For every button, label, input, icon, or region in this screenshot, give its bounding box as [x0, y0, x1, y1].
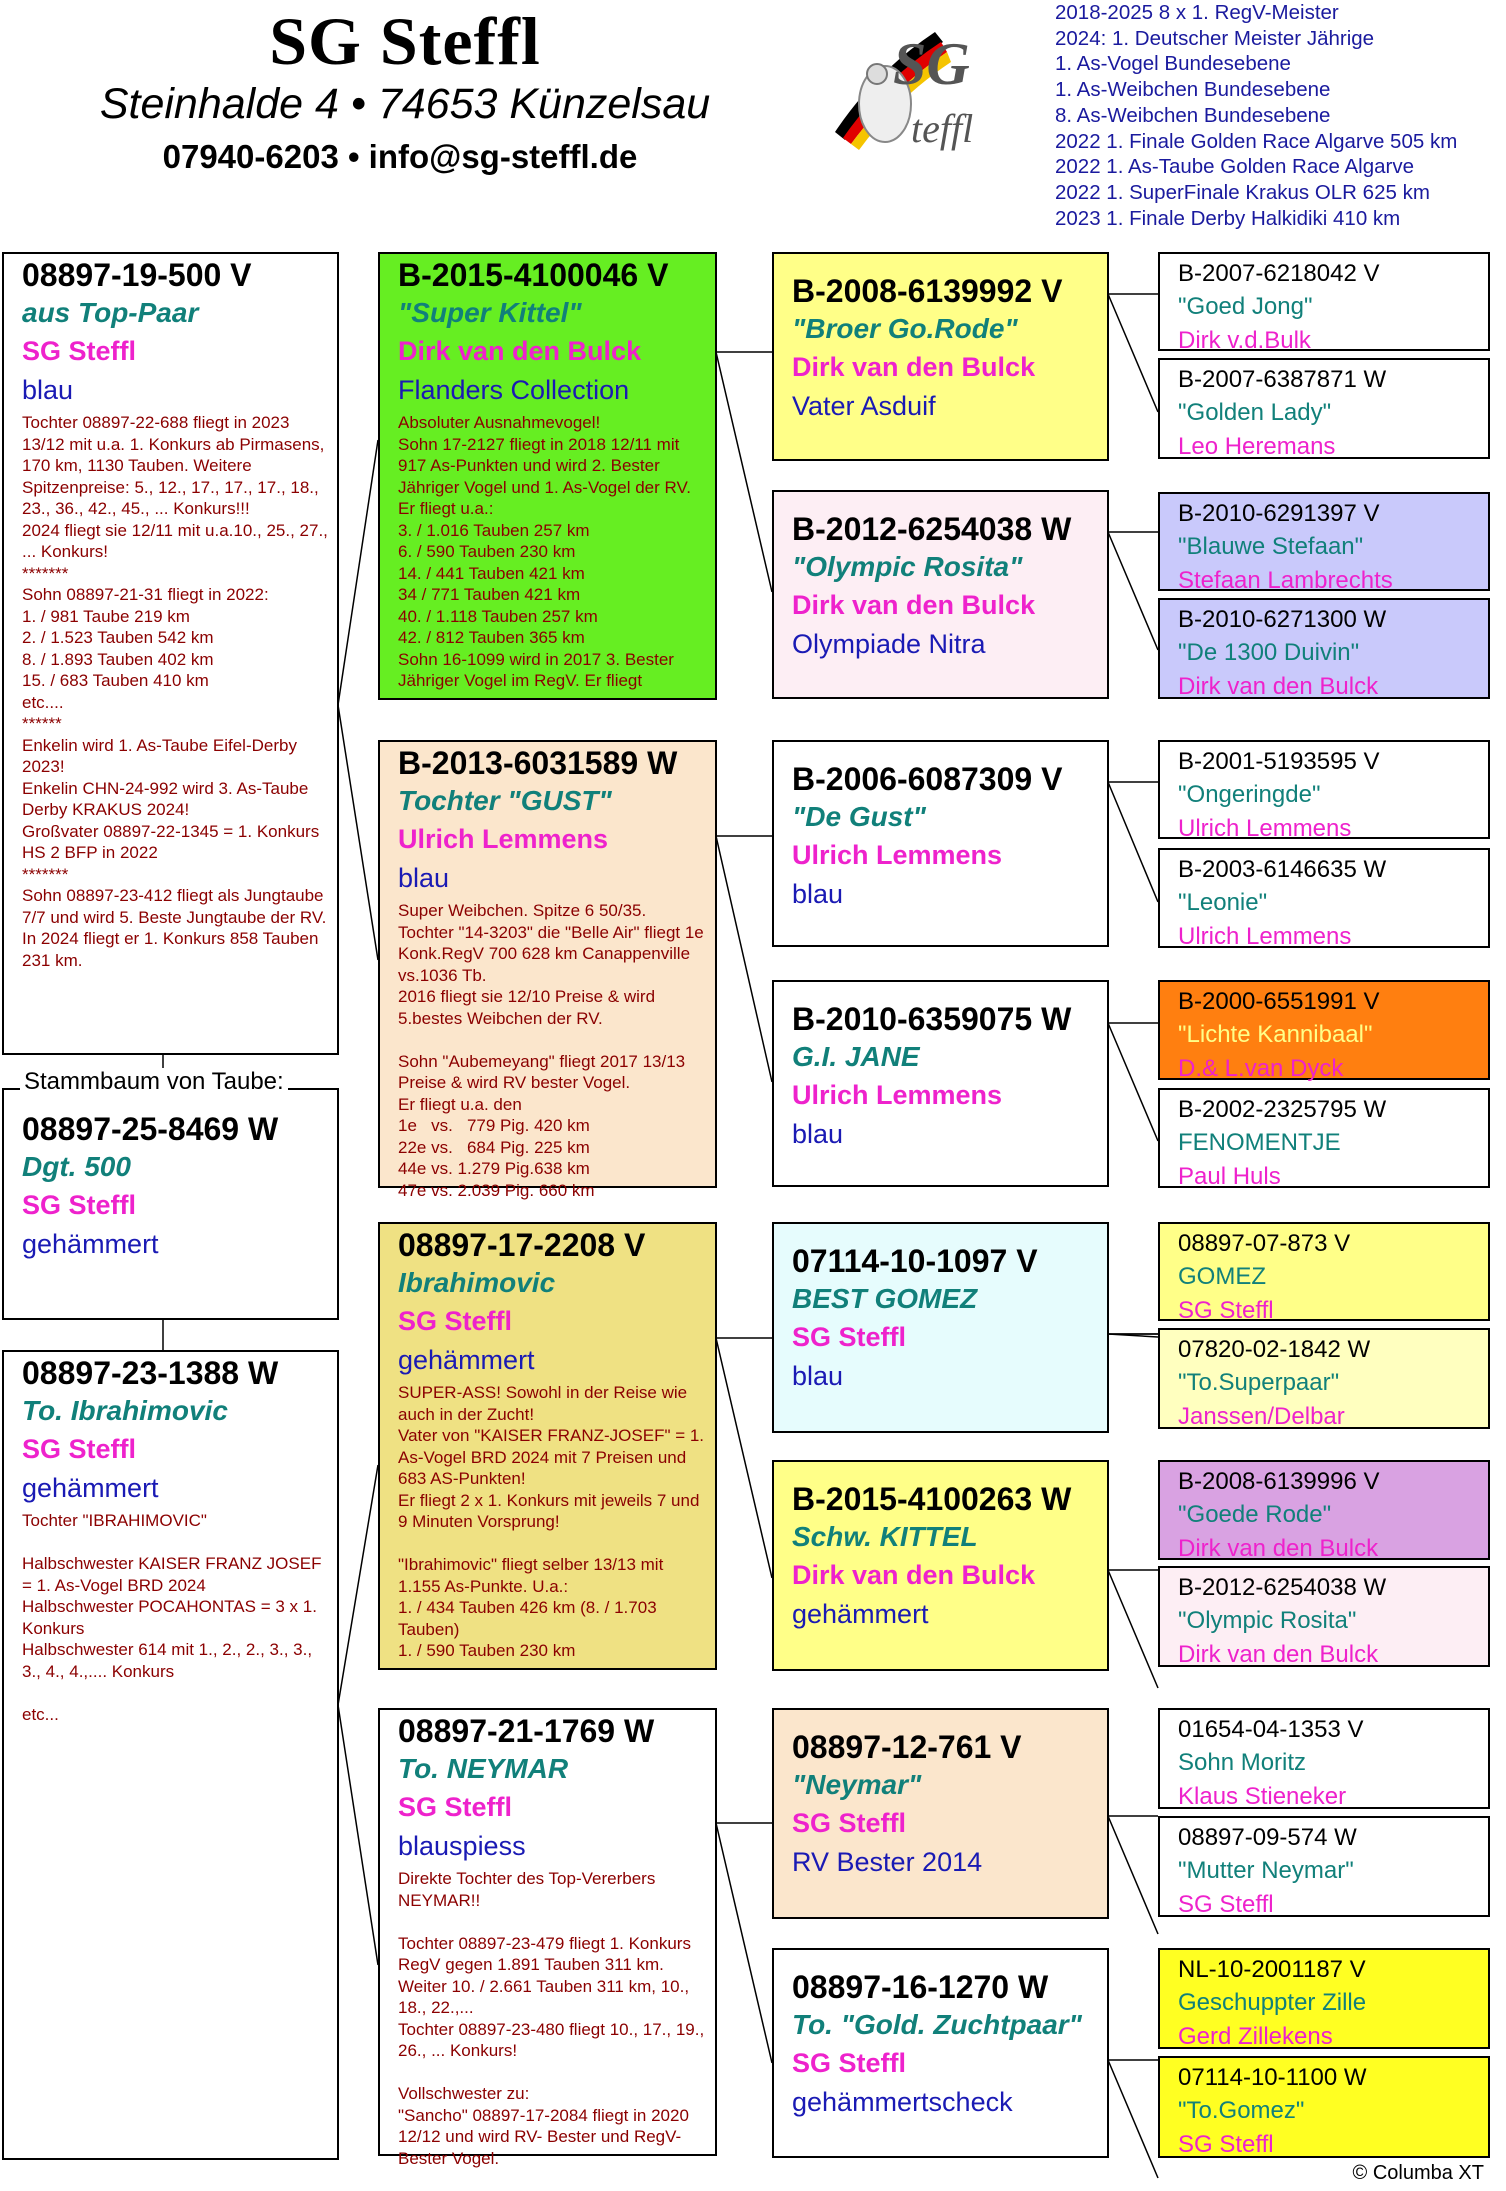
owner: Dirk van den Bulck	[792, 590, 1036, 620]
owner: Dirk van den Bulck	[792, 1560, 1036, 1590]
pigeon-name: Tochter "GUST"	[398, 785, 612, 816]
gg-grandparent-card-1[interactable]	[1158, 252, 1490, 354]
owner: Ulrich Lemmens	[792, 1080, 1003, 1110]
award-item: 2022 1. As-Taube Golden Race Algarve	[1055, 155, 1414, 179]
gg-grandparent-card-12[interactable]	[1158, 1566, 1490, 1667]
pigeon-name: "De Gust"	[792, 801, 926, 832]
owner: SG Steffl	[792, 1808, 907, 1838]
performance-notes: Tochter 08897-22-688 fliegt in 2023 13/12 mit u.a. 1. Konkurs ab Pirmasens, 170 km, 1130 Tauben. Weitere Spitzenpreise: 5., 12., 17., 17., 17., 18., 23., 36., 42., 45., ... Konkurs!!! 2024 fliegt sie 12/11 mit u.a.10., 25., 27., ... Konkurs! ******* Sohn 08897-21-31 fliegt in 2022: 1. / 981 Taube 219 km 2. / 1.523 Tauben 542 km 8. / 1.893 Tauben 402 km 15. / 683 Tauben 410 km etc.... ****** Enkelin wird 1. As-Taube Eifel-Derby 2023! Enkelin CHN-24-992 wird 3. As-Taube Derby KRAKUS 2024! Großvater 08897-22-1345 = 1. Konkurs HS 2 BFP in 2022 ******* Sohn 08897-23-412 fliegt als Jungtaube 7/7 und wird 5. Beste Jungtaube der RV. In 2024 fliegt er 1. Konkurs 858 Tauben 231 km.	[22, 413, 328, 970]
feather-color: Olympiade Nitra	[792, 629, 986, 659]
feather-color: Flanders Collection	[398, 375, 630, 405]
owner: SG Steffl	[1178, 1297, 1274, 1324]
ring-number: B-2015-4100046 V	[398, 257, 669, 293]
ring-number: B-2001-5193595 V	[1178, 748, 1380, 775]
pigeon-name: "To.Superpaar"	[1178, 1369, 1340, 1396]
pigeon-name: Ibrahimovic	[398, 1267, 556, 1298]
svg-text:teffl: teffl	[911, 106, 974, 151]
gg-grandparent-card-7[interactable]	[1158, 980, 1490, 1080]
gg-grandparent-card-15[interactable]	[1158, 1948, 1490, 2049]
ring-number: B-2000-6551991 V	[1178, 988, 1380, 1015]
ring-number: B-2002-2325795 W	[1178, 1096, 1387, 1123]
great-grandparent-card-8[interactable]	[772, 1948, 1109, 2158]
great-grandparent-card-7[interactable]	[772, 1708, 1109, 1919]
award-item: 1. As-Vogel Bundesebene	[1055, 52, 1291, 76]
feather-color: blauspiess	[398, 1831, 526, 1861]
pigeon-name: "Goed Jong"	[1178, 293, 1313, 320]
pigeon-name: Schw. KITTEL	[792, 1521, 978, 1552]
feather-color: gehämmertscheck	[792, 2087, 1013, 2117]
award-item: 2023 1. Finale Derby Halkidiki 410 km	[1055, 206, 1401, 230]
owner: SG Steffl	[22, 1190, 137, 1220]
owner: SG Steffl	[398, 1792, 513, 1822]
award-item: 2024: 1. Deutscher Meister Jährige	[1055, 26, 1375, 50]
ring-number: 07820-02-1842 W	[1178, 1336, 1371, 1363]
ring-number: B-2010-6359075 W	[792, 1001, 1072, 1037]
great-grandparent-card-1[interactable]	[772, 252, 1109, 461]
ring-number: B-2007-6387871 W	[1178, 366, 1387, 393]
gg-grandparent-card-4[interactable]	[1158, 598, 1490, 699]
performance-notes: Direkte Tochter des Top-Vererbers NEYMAR!! Tochter 08897-23-479 fliegt 1. Konkurs RegV gegen 1.891 Tauben 311 km. Weiter 10. / 2.661 Tauben 311 km, 10., 18., 22.,... Tochter 08897-23-480 fliegt 10., 17., 19., 26., ... Konkurs! Vollschwester zu: "Sancho" 08897-17-2084 fliegt in 2020 12/12 und wird RV- Bester und RegV-Bester Vogel.	[398, 1869, 705, 2168]
stammbaum-label: Stammbaum von Taube:	[20, 1068, 288, 1096]
grandparent-card-1[interactable]	[378, 252, 717, 700]
grandparent-card-3[interactable]	[378, 1222, 717, 1670]
ring-number: B-2013-6031589 W	[398, 745, 678, 781]
great-grandparent-card-6[interactable]	[772, 1460, 1109, 1671]
owner: Ulrich Lemmens	[398, 824, 609, 854]
pigeon-name: "Mutter Neymar"	[1178, 1857, 1354, 1884]
gg-grandparent-card-10[interactable]	[1158, 1328, 1490, 1429]
owner: Dirk van den Bulck	[398, 336, 642, 366]
pigeon-name: "Olympic Rosita"	[1178, 1607, 1357, 1634]
pigeon-name: "Lichte Kannibaal"	[1178, 1021, 1373, 1048]
awards-list	[1055, 0, 1457, 231]
feather-color: gehämmert	[792, 1599, 929, 1629]
ring-number: 08897-23-1388 W	[22, 1355, 279, 1391]
pigeon-name: To. Ibrahimovic	[22, 1395, 228, 1426]
owner: Dirk van den Bulck	[1178, 1535, 1379, 1562]
feather-color: RV Bester 2014	[792, 1847, 983, 1877]
feather-color: gehämmert	[398, 1345, 535, 1375]
owner: Ulrich Lemmens	[792, 840, 1003, 870]
owner: SG Steffl	[792, 2048, 907, 2078]
svg-text:SG: SG	[893, 31, 970, 97]
owner: Dirk van den Bulck	[1178, 673, 1379, 700]
ring-number: 07114-10-1097 V	[792, 1243, 1038, 1279]
gg-grandparent-card-16[interactable]	[1158, 2056, 1490, 2158]
gg-grandparent-card-13[interactable]	[1158, 1708, 1490, 1809]
award-item: 1. As-Weibchen Bundesebene	[1055, 78, 1331, 102]
owner: D.& L.van Dyck	[1178, 1055, 1344, 1082]
sg-steffl-logo	[815, 12, 985, 162]
gg-grandparent-card-11[interactable]	[1158, 1460, 1490, 1560]
owner: Dirk van den Bulck	[792, 352, 1036, 382]
pigeon-name: "Blauwe Stefaan"	[1178, 533, 1364, 560]
pigeon-name: "Broer Go.Rode"	[792, 313, 1018, 344]
performance-notes: Super Weibchen. Spitze 6 50/35. Tochter "14-3203" die "Belle Air" fliegt 1e Konk.RegV 700 628 km Canappenville vs.1036 Tb. 2016 fliegt sie 12/10 Preise & wird 5.bestes Weibchen der RV. Sohn "Aubemeyang" fliegt 2017 13/13 Preise & wird RV bester Vogel. Er fliegt u.a. den 1e vs. 779 Pig. 420 km 22e vs. 684 Pig. 225 km 44e vs. 1.279 Pig.638 km 47e vs. 2.039 Pig. 660 km	[398, 901, 704, 1200]
gg-grandparent-card-2[interactable]	[1158, 358, 1490, 459]
ring-number: 08897-16-1270 W	[792, 1969, 1049, 2005]
pigeon-name: G.I. JANE	[792, 1041, 920, 1072]
ring-number: B-2008-6139992 V	[792, 273, 1063, 309]
owner: Janssen/Delbar	[1178, 1403, 1345, 1430]
ring-number: B-2003-6146635 W	[1178, 856, 1387, 883]
feather-color: blau	[398, 863, 450, 893]
feather-color: gehämmert	[22, 1473, 159, 1503]
ring-number: B-2006-6087309 V	[792, 761, 1063, 797]
breeder-contact: 07940-6203 • info@sg-steffl.de	[162, 138, 638, 175]
footer-copyright: © Columba XT	[1352, 2162, 1484, 2184]
pigeon-name: "Ongeringde"	[1178, 781, 1321, 808]
performance-notes: Tochter "IBRAHIMOVIC" Halbschwester KAISER FRANZ JOSEF = 1. As-Vogel BRD 2024 Halbschwester POCAHONTAS = 3 x 1. Konkurs Halbschwester 614 mit 1., 2., 2., 3., 3., 3., 4., 4.,.... Konkurs etc...	[22, 1511, 322, 1724]
ring-number: B-2010-6291397 V	[1178, 500, 1380, 527]
pigeon-name: "Neymar"	[792, 1769, 922, 1800]
owner: Leo Heremans	[1178, 433, 1336, 460]
feather-color: blau	[792, 1361, 844, 1391]
ring-number: 08897-25-8469 W	[22, 1111, 279, 1147]
ring-number: NL-10-2001187 V	[1178, 1956, 1366, 1983]
ring-number: 08897-19-500 V	[22, 257, 252, 293]
grandparent-card-2[interactable]	[378, 740, 717, 1200]
pigeon-name: "To.Gomez"	[1178, 2097, 1305, 2124]
owner: Ulrich Lemmens	[1178, 815, 1352, 842]
feather-color: blau	[792, 879, 844, 909]
feather-color: gehämmert	[22, 1229, 159, 1259]
great-grandparent-card-4[interactable]	[772, 980, 1109, 1187]
pigeon-name: "Super Kittel"	[398, 297, 582, 328]
gg-grandparent-card-9[interactable]	[1158, 1222, 1490, 1324]
owner: SG Steffl	[792, 1322, 907, 1352]
pigeon-name: "Golden Lady"	[1178, 399, 1332, 426]
owner: Gerd Zillekens	[1178, 2023, 1333, 2050]
pigeon-name: Geschuppter Zille	[1178, 1989, 1367, 2016]
great-grandparent-card-5[interactable]	[772, 1222, 1109, 1433]
ring-number: B-2007-6218042 V	[1178, 260, 1380, 287]
pigeon-name: "Olympic Rosita"	[792, 551, 1023, 582]
ring-number: 07114-10-1100 W	[1178, 2064, 1367, 2091]
gg-grandparent-card-14[interactable]	[1158, 1816, 1490, 1917]
ring-number: 08897-21-1769 W	[398, 1713, 655, 1749]
owner: Ulrich Lemmens	[1178, 923, 1352, 950]
pigeon-name: GOMEZ	[1178, 1263, 1266, 1290]
pigeon-name: "De 1300 Duivin"	[1178, 639, 1360, 666]
ring-number: 08897-09-574 W	[1178, 1824, 1357, 1851]
feather-color: blau	[22, 375, 74, 405]
pigeon-name: "Leonie"	[1178, 889, 1268, 916]
owner: SG Steffl	[22, 336, 137, 366]
pigeon-name: To. NEYMAR	[398, 1753, 569, 1784]
owner: Dirk van den Bulck	[1178, 1641, 1379, 1668]
award-item: 8. As-Weibchen Bundesebene	[1055, 103, 1331, 127]
performance-notes: Absoluter Ausnahmevogel! Sohn 17-2127 fliegt in 2018 12/11 mit 917 As-Punkten und wird 2. Bester Jähriger Vogel und 1. As-Vogel der RV. Er fliegt u.a.: 3. / 1.016 Tauben 257 km 6. / 590 Tauben 230 km 14. / 441 Tauben 421 km 34 / 771 Tauben 421 km 40. / 1.118 Tauben 257 km 42. / 812 Tauben 365 km Sohn 16-1099 wird in 2017 3. Bester Jähriger Vogel im RegV. Er fliegt	[398, 413, 691, 690]
owner: SG Steffl	[1178, 2131, 1274, 2158]
father-card[interactable]	[2, 252, 339, 1055]
pigeon-name: FENOMENTJE	[1178, 1129, 1341, 1156]
subject-card[interactable]	[2, 1088, 339, 1320]
ring-number: B-2012-6254038 W	[792, 511, 1072, 547]
ring-number: B-2012-6254038 W	[1178, 1574, 1387, 1601]
gg-grandparent-card-5[interactable]	[1158, 740, 1490, 842]
owner: Paul Huls	[1178, 1163, 1281, 1190]
owner: Klaus Stieneker	[1178, 1783, 1347, 1810]
ring-number: B-2015-4100263 W	[792, 1481, 1072, 1517]
owner: Dirk v.d.Bulk	[1178, 327, 1311, 354]
award-item: 2018-2025 8 x 1. RegV-Meister	[1055, 1, 1339, 24]
award-item: 2022 1. Finale Golden Race Algarve 505 km	[1055, 129, 1458, 153]
ring-number: B-2008-6139996 V	[1178, 1468, 1380, 1495]
feather-color: blau	[792, 1119, 844, 1149]
pigeon-name: aus Top-Paar	[22, 297, 199, 328]
performance-notes: SUPER-ASS! Sowohl in der Reise wie auch in der Zucht! Vater von "KAISER FRANZ-JOSEF" = 1. As-Vogel BRD 2024 mit 7 Preisen und 683 AS-Punkten! Er fliegt 2 x 1. Konkurs mit jeweils 7 und 9 Minuten Vorsprung! "Ibrahimovic" fliegt selber 13/13 mit 1.155 As-Punkte. U.a.: 1. / 434 Tauben 426 km (8. / 1.703 Tauben) 1. / 590 Tauben 230 km	[398, 1383, 705, 1660]
ring-number: 01654-04-1353 V	[1178, 1716, 1364, 1743]
grandparent-card-4[interactable]	[378, 1708, 717, 2168]
gg-grandparent-card-6[interactable]	[1158, 848, 1490, 948]
great-grandparent-card-3[interactable]	[772, 740, 1109, 947]
great-grandparent-card-2[interactable]	[772, 490, 1109, 699]
award-item: 2022 1. SuperFinale Krakus OLR 625 km	[1055, 180, 1430, 204]
gg-grandparent-card-3[interactable]	[1158, 492, 1490, 594]
pigeon-name: "Goede Rode"	[1178, 1501, 1332, 1528]
pigeon-name: Sohn Moritz	[1178, 1749, 1307, 1776]
pigeon-name: Dgt. 500	[22, 1151, 131, 1182]
pigeon-name: BEST GOMEZ	[792, 1283, 978, 1314]
breeder-title: SG Steffl	[269, 3, 541, 79]
feather-color: Vater Asduif	[792, 391, 936, 421]
owner: SG Steffl	[22, 1434, 137, 1464]
mother-card[interactable]	[2, 1350, 339, 2160]
gg-grandparent-card-8[interactable]	[1158, 1088, 1490, 1188]
ring-number: 08897-12-761 V	[792, 1729, 1022, 1765]
pigeon-name: To. "Gold. Zuchtpaar"	[792, 2009, 1082, 2040]
owner: SG Steffl	[398, 1306, 513, 1336]
ring-number: 08897-17-2208 V	[398, 1227, 646, 1263]
breeder-address: Steinhalde 4 • 74653 Künzelsau	[99, 80, 711, 128]
owner: SG Steffl	[1178, 1891, 1274, 1918]
ring-number: 08897-07-873 V	[1178, 1230, 1351, 1257]
ring-number: B-2010-6271300 W	[1178, 606, 1387, 633]
owner: Stefaan Lambrechts	[1178, 567, 1393, 594]
